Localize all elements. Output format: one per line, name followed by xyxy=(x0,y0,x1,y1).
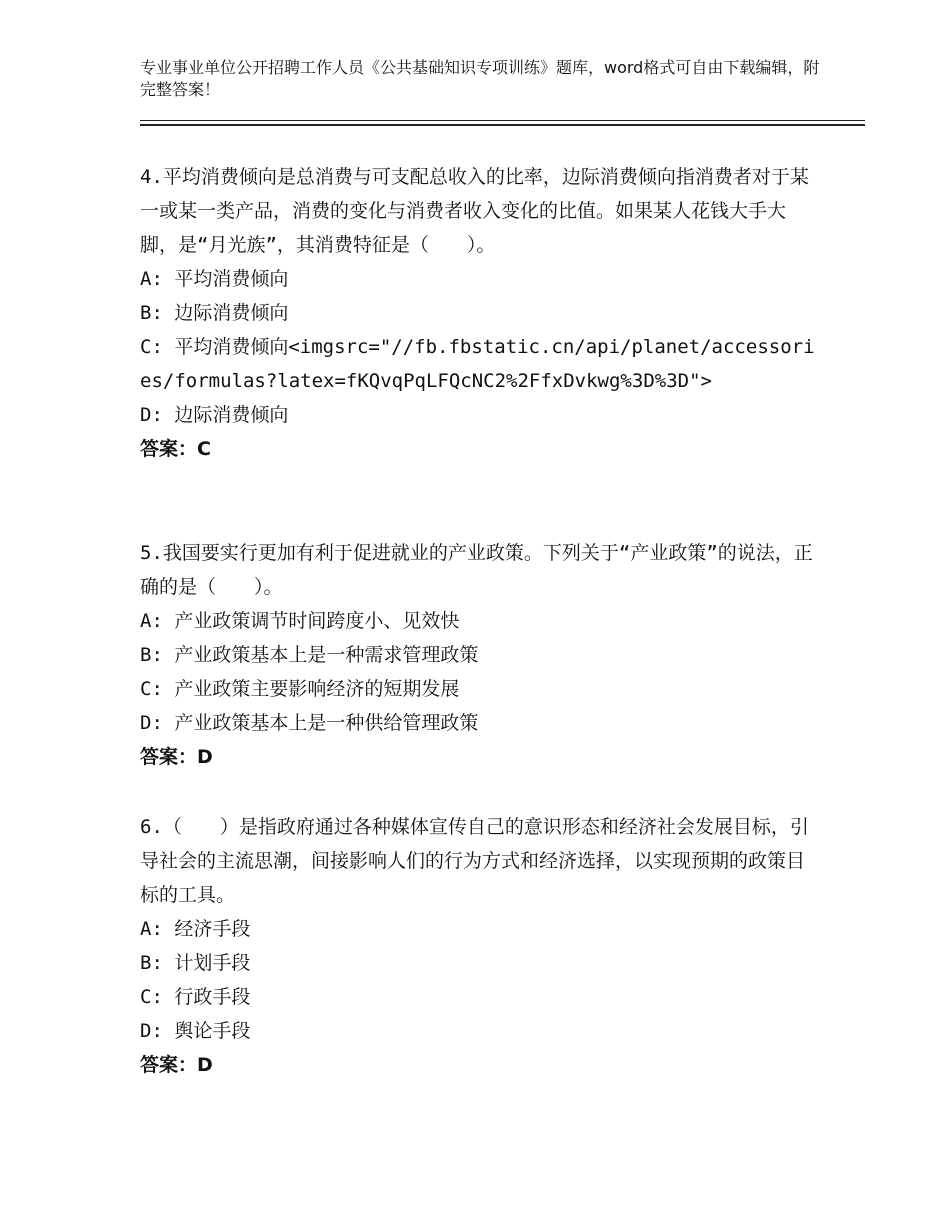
option-a: A: 产业政策调节时间跨度小、见效快 xyxy=(140,610,460,632)
option-a: A: 平均消费倾向 xyxy=(140,268,289,290)
answer: 答案：D xyxy=(140,1054,213,1076)
header-divider-thick xyxy=(140,124,865,126)
document-header: 专业事业单位公开招聘工作人员《公共基础知识专项训练》题库，word格式可自由下载编辑，附完整答案！ xyxy=(140,58,820,99)
answer: 答案：D xyxy=(140,746,213,768)
option-d: D: 边际消费倾向 xyxy=(140,404,289,426)
option-b: B: 计划手段 xyxy=(140,952,251,974)
question-6 xyxy=(140,810,820,1082)
question-stem: 6.（ ）是指政府通过各种媒体宣传自己的意识形态和经济社会发展目标，引导社会的主流思潮，间接影响人们的行为方式和经济选择，以实现预期的政策目标的工具。 xyxy=(140,816,809,906)
question-5 xyxy=(140,536,820,774)
question-4 xyxy=(140,160,820,466)
option-c: C: 产业政策主要影响经济的短期发展 xyxy=(140,678,460,700)
header-divider xyxy=(140,120,865,121)
option-b: B: 边际消费倾向 xyxy=(140,302,289,324)
option-c: C: 平均消费倾向<imgsrc="//fb.fbstatic.cn/api/planet/accessories/formulas?latex=fKQvqPqLFQcNC2%2FfxDvkwg%3D%3D"> xyxy=(140,336,815,392)
option-d: D: 舆论手段 xyxy=(140,1020,251,1042)
option-d: D: 产业政策基本上是一种供给管理政策 xyxy=(140,712,479,734)
question-stem: 5.我国要实行更加有利于促进就业的产业政策。下列关于“产业政策”的说法，正确的是（ ）。 xyxy=(140,542,813,598)
answer: 答案：C xyxy=(140,438,211,460)
option-c: C: 行政手段 xyxy=(140,986,251,1008)
option-b: B: 产业政策基本上是一种需求管理政策 xyxy=(140,644,479,666)
question-stem: 4.平均消费倾向是总消费与可支配总收入的比率，边际消费倾向指消费者对于某一或某一类产品，消费的变化与消费者收入变化的比值。如果某人花钱大手大脚，是“月光族”，其消费特征是（ ）。 xyxy=(140,166,809,256)
option-a: A: 经济手段 xyxy=(140,918,251,940)
